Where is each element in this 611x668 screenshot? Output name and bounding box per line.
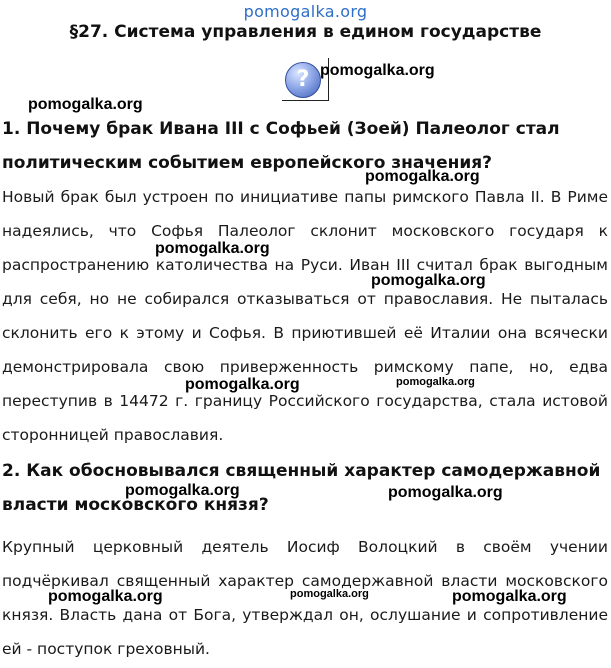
- answer-2: Крупный церковный деятель Иосиф Волоцкий в своём учении подчёркивал священный характер самодержавной власти московского князя. Власть дана от Бога, утверждал он, ослушание и сопротивление ей - поступок греховный.: [2, 538, 608, 658]
- watermark: pomogalka.org: [371, 272, 486, 289]
- question-2: 2. Как обосновывался священный характер самодержавной власти московского князя?: [2, 461, 601, 515]
- watermark: pomogalka.org: [365, 168, 480, 185]
- watermark: pomogalka.org: [155, 240, 270, 257]
- question-1: 1. Почему брак Ивана III с Софьей (Зоей) Палеолог стал политическим событием европейского значения?: [2, 119, 560, 173]
- watermark: pomogalka.org: [48, 588, 163, 605]
- watermark: pomogalka.org: [28, 96, 143, 113]
- site-header-watermark[interactable]: pomogalka.org: [243, 2, 368, 21]
- answer-1: Новый брак был устроен по инициативе папы римского Павла II. В Риме надеялись, что Софья Палеолог склонит московского государя к распространению католичества на Руси. Иван III считал брак выгодным для себя, но не собирался отказываться от православия. Не пыталась склонить его к этому и Софья. В приютившей её Италии она всячески демонстрировала свою приверженность римскому папе, но, едва переступив в 14472 г. границу Российского государства, стала истовой сторонницей православия.: [2, 188, 608, 444]
- watermark: pomogalka.org: [290, 588, 369, 600]
- watermark: pomogalka.org: [388, 484, 503, 501]
- watermark: pomogalka.org: [185, 376, 300, 393]
- watermark: pomogalka.org: [452, 588, 567, 605]
- watermark: pomogalka.org: [125, 482, 240, 499]
- watermark: pomogalka.org: [320, 62, 435, 79]
- watermark: pomogalka.org: [396, 376, 475, 388]
- page-title: §27. Система управления в едином государстве: [69, 22, 542, 42]
- question-icon[interactable]: ?: [285, 62, 321, 98]
